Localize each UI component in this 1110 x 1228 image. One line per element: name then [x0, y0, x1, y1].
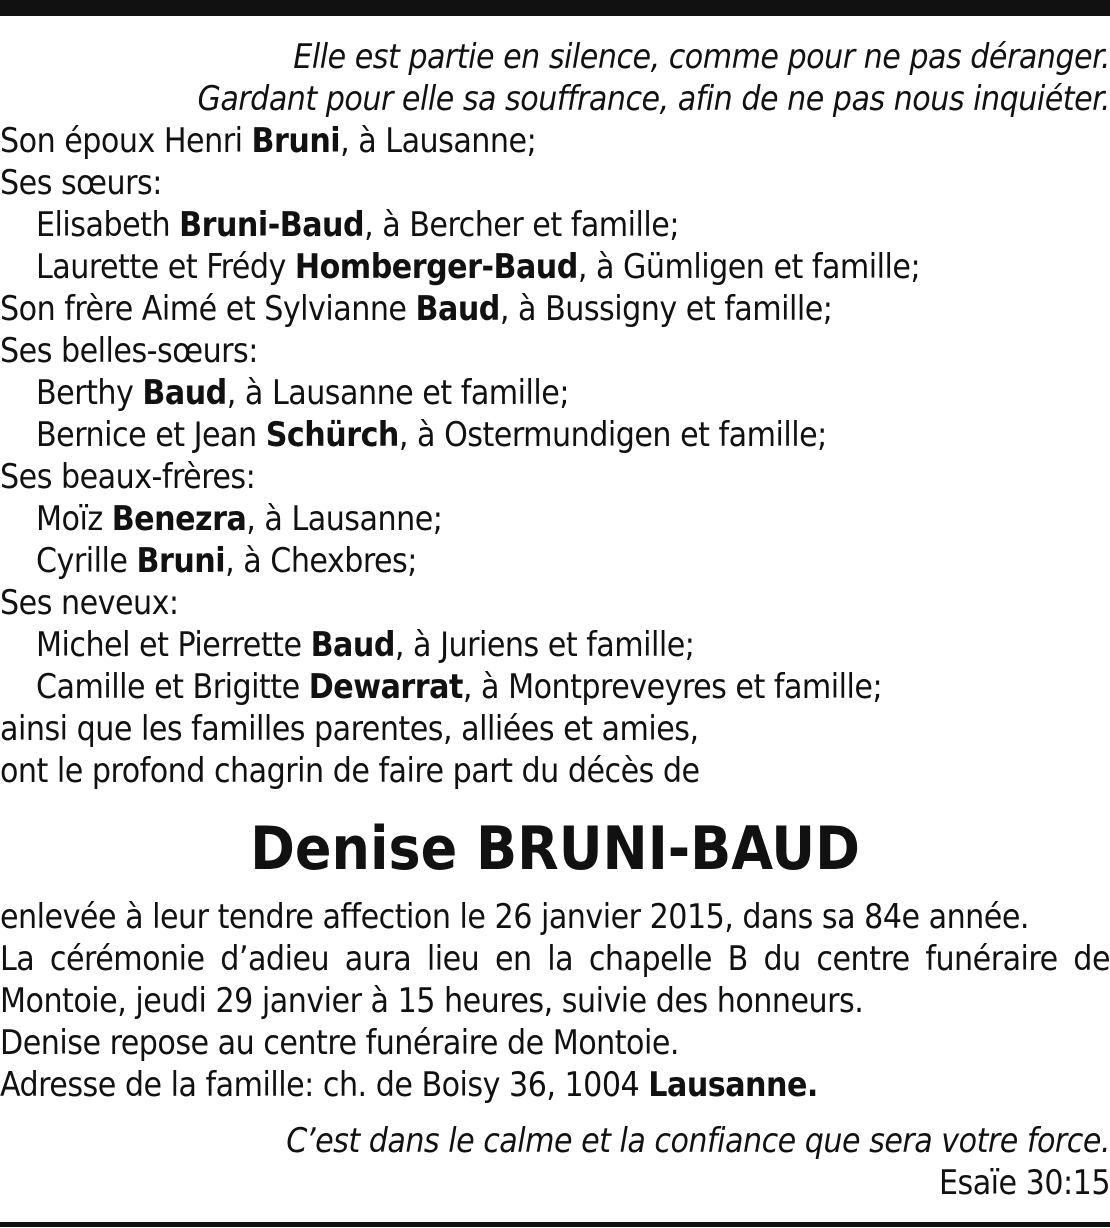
- closing-quote: C’est dans le calme et la confiance que sera votre force.: [286, 1121, 1110, 1160]
- family-line: [0, 540, 1110, 582]
- family-line: [0, 204, 1110, 246]
- address-city: Lausanne.: [648, 1065, 818, 1104]
- family-surname: Bruni: [251, 121, 341, 160]
- deceased-name: Denise BRUNI-BAUD: [250, 814, 860, 884]
- family-line-text: Laurette et Frédy: [36, 247, 295, 286]
- family-line: [0, 330, 1110, 372]
- family-line-text: Berthy: [36, 373, 143, 412]
- family-line-text: Ses sœurs:: [0, 163, 162, 202]
- family-surname: Baud: [310, 625, 395, 664]
- family-line-text: Ses belles-sœurs:: [0, 331, 258, 370]
- family-line-text: Ses beaux-frères:: [0, 457, 256, 496]
- bottom-rule: [0, 1222, 1110, 1227]
- closing-reference: Esaïe 30:15: [938, 1163, 1110, 1202]
- family-surname: Benezra: [111, 499, 247, 538]
- family-line: [0, 456, 1110, 498]
- family-line: [0, 666, 1110, 708]
- family-surname: Homberger-Baud: [294, 247, 578, 286]
- family-line-text: ont le profond chagrin de faire part du décès de: [0, 751, 700, 790]
- family-line-place: , à Bussigny et famille;: [499, 289, 833, 328]
- family-line: [0, 162, 1110, 204]
- family-surname: Baud: [415, 289, 500, 328]
- family-line: [0, 120, 1110, 162]
- family-surname: Baud: [142, 373, 227, 412]
- family-surname: Bruni-Baud: [179, 205, 365, 244]
- family-line-place: , à Lausanne et famille;: [226, 373, 569, 412]
- family-line-text: Ses neveux:: [0, 583, 179, 622]
- family-line-text: Camille et Brigitte: [36, 667, 309, 706]
- family-line: [0, 246, 1110, 288]
- family-surname: Bruni: [136, 541, 226, 580]
- death-date-line: enlevée à leur tendre affection le 26 janvier 2015, dans sa 84e année.: [0, 897, 1029, 936]
- family-line-text: Cyrille: [36, 541, 137, 580]
- family-surname: Dewarrat: [308, 667, 463, 706]
- family-line-text: Bernice et Jean: [36, 415, 266, 454]
- family-line-text: Moïz: [36, 499, 112, 538]
- family-line: [0, 414, 1110, 456]
- family-line-place: , à Lausanne;: [340, 121, 537, 160]
- family-line-text: Elisabeth: [36, 205, 180, 244]
- family-line: [0, 288, 1110, 330]
- family-line: [0, 750, 1110, 792]
- family-line-place: , à Juriens et famille;: [394, 625, 695, 664]
- family-line-text: Michel et Pierrette: [36, 625, 311, 664]
- epigraph-line-2: Gardant pour elle sa souffrance, afin de ne pas nous inquiéter.: [197, 79, 1110, 118]
- ceremony-line-1: La cérémonie d’adieu aura lieu en la chapelle B du centre funéraire de: [0, 939, 1110, 978]
- repose-line: Denise repose au centre funéraire de Montoie.: [0, 1023, 679, 1062]
- family-line-place: , à Bercher et famille;: [364, 205, 679, 244]
- family-list: [0, 120, 1110, 792]
- family-line-text: Son époux Henri: [0, 121, 252, 160]
- address-text: Adresse de la famille: ch. de Boisy 36, 1004: [0, 1065, 649, 1104]
- family-line: [0, 372, 1110, 414]
- family-line-text: Son frère Aimé et Sylvianne: [0, 289, 416, 328]
- ceremony-line-2: Montoie, jeudi 29 janvier à 15 heures, suivie des honneurs.: [0, 981, 864, 1020]
- family-line-place: , à Ostermundigen et famille;: [398, 415, 827, 454]
- family-line-place: , à Chexbres;: [225, 541, 417, 580]
- family-line: [0, 582, 1110, 624]
- top-rule: [0, 0, 1110, 16]
- family-line: [0, 708, 1110, 750]
- family-line-place: , à Montpreveyres et famille;: [462, 667, 883, 706]
- family-surname: Schürch: [265, 415, 399, 454]
- family-line-text: ainsi que les familles parentes, alliées et amies,: [0, 709, 699, 748]
- family-address: [0, 1064, 1110, 1106]
- family-line-place: , à Lausanne;: [246, 499, 443, 538]
- family-line-place: , à Gümligen et famille;: [577, 247, 921, 286]
- obituary-notice: [0, 36, 1110, 1204]
- family-line: [0, 498, 1110, 540]
- epigraph-line-1: Elle est partie en silence, comme pour ne pas déranger.: [293, 37, 1110, 76]
- family-line: [0, 624, 1110, 666]
